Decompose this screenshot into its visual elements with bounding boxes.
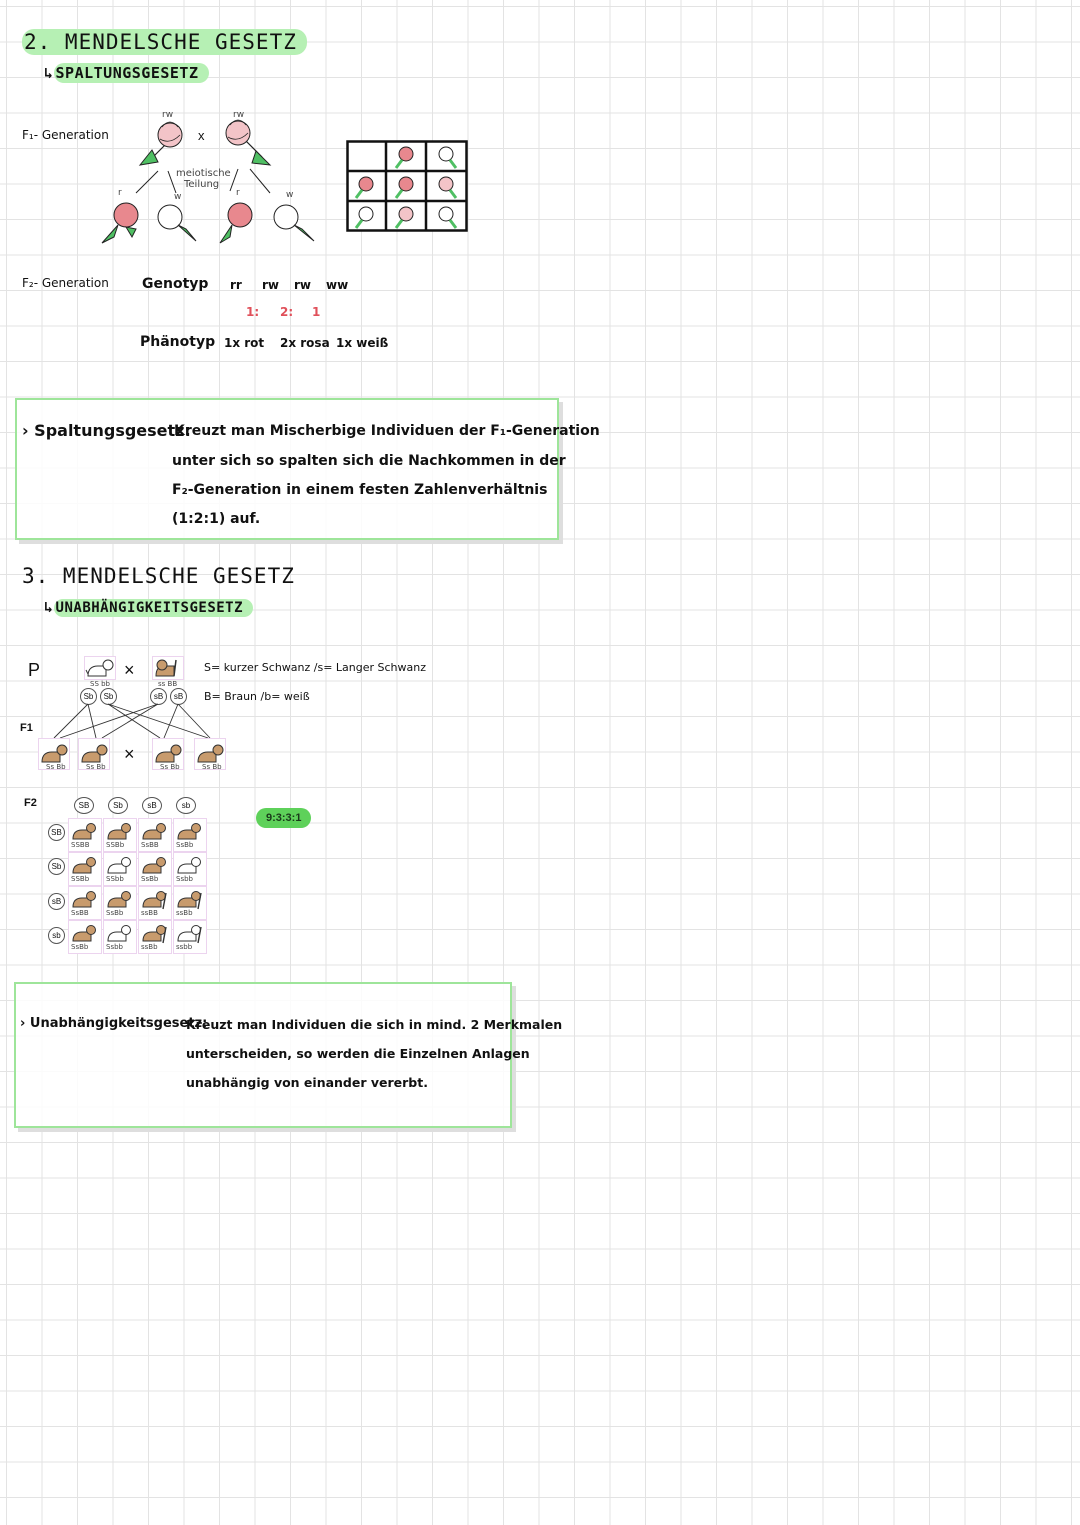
punnett-cell-genotype: ssBb	[141, 943, 158, 951]
punnett-cell-genotype: Ssbb	[176, 875, 193, 883]
f2-gamete-col-2: Sb	[108, 797, 128, 814]
gamete-cross-lines	[40, 702, 230, 742]
gamete-flower-w1	[158, 205, 196, 241]
f1-genotype-3: Ss Bb	[160, 763, 180, 771]
f2-gamete-col-3: sB	[142, 797, 162, 814]
punnett-cell	[173, 886, 207, 920]
punnett-cell-genotype: SsBb	[176, 841, 194, 849]
punnett-cell	[173, 852, 207, 886]
spaltungsgesetz-line-1: Kreuzt man Mischerbige Individuen der F₁-Generation	[174, 423, 600, 439]
phenotype-red: 1x rot	[224, 336, 265, 350]
legend-line-2: B= Braun /b= weiß	[204, 690, 310, 703]
punnett-cell-genotype: SsBb	[106, 909, 124, 917]
f1-label: F1	[20, 722, 33, 734]
cat-icon	[139, 819, 171, 843]
f2-label: F2	[24, 797, 37, 809]
punnett-cell-genotype: SSbb	[106, 875, 124, 883]
arrow-icon: ↳	[44, 598, 54, 616]
punnett-cell-genotype: ssBb	[176, 909, 193, 917]
section2-subtitle: ↳ SPALTUNGSGESETZ	[44, 64, 209, 82]
punnett-cell-genotype: ssbb	[176, 943, 193, 951]
ratio-1: 1:	[246, 305, 260, 319]
phenotype-pink: 2x rosa	[280, 336, 330, 350]
gamete-allele-2: w	[174, 192, 182, 202]
punnett-cell	[173, 920, 207, 954]
unabhaengigkeitsgesetz-line-1: Kreuzt man Individuen die sich in mind. 2 Merkmalen	[186, 1017, 563, 1032]
parent-cat-brown	[152, 656, 184, 680]
f2-gamete-row-4: sb	[48, 927, 65, 944]
f1-cross-symbol: ×	[124, 744, 135, 764]
phenotype-white: 1x weiß	[336, 336, 389, 350]
f2-generation-label: F₂- Generation	[22, 276, 109, 290]
f1-genotype-1: Ss Bb	[46, 763, 66, 771]
p-cross-symbol: ×	[124, 660, 135, 680]
genotype-rw-1: rw	[262, 278, 280, 292]
cat-icon	[104, 853, 136, 877]
arrow-icon: ↳	[44, 64, 54, 82]
punnett-cell-genotype: SSBb	[71, 875, 90, 883]
genotype-ww: ww	[326, 278, 349, 292]
unabhaengigkeitsgesetz-line-3: unabhängig von einander vererbt.	[186, 1075, 428, 1090]
spaltungsgesetz-label: › Spaltungsgesetz:	[22, 421, 191, 440]
punnett-cell-genotype: ssBB	[141, 909, 158, 917]
cat-icon	[174, 921, 206, 945]
punnett-cell-genotype: SsBb	[141, 875, 159, 883]
punnett-cell	[103, 886, 137, 920]
punnett-cell	[103, 920, 137, 954]
punnett-cell-genotype: SSBb	[106, 841, 125, 849]
punnett-cell	[68, 886, 102, 920]
meiosis-label-2: Teilung	[184, 179, 220, 190]
cat-icon	[174, 853, 206, 877]
gamete-flower-r1	[102, 203, 138, 243]
f2-gamete-col-4: sb	[176, 797, 196, 814]
parent-gamete-3: sB	[150, 688, 167, 705]
unabhaengigkeitsgesetz-line-2: unterscheiden, so werden die Einzelnen Anlagen	[186, 1046, 530, 1061]
cat-punnett-grid	[68, 818, 208, 958]
punnett-cell	[103, 852, 137, 886]
punnett-cell-genotype: Ssbb	[106, 943, 123, 951]
punnett-cell	[68, 818, 102, 852]
punnett-cell-genotype: SsBB	[71, 909, 89, 917]
gamete-flower-w2	[274, 205, 314, 241]
p-label: P	[28, 660, 41, 680]
punnett-cell-genotype: SsBb	[71, 943, 89, 951]
punnett-cell	[173, 818, 207, 852]
cat-icon	[174, 819, 206, 843]
genotype-rw-2: rw	[294, 278, 312, 292]
f1-genotype-2: Ss Bb	[86, 763, 106, 771]
cat-icon	[69, 853, 101, 877]
cat-icon	[69, 921, 101, 945]
flower-punnett-grid	[346, 140, 468, 232]
parent-gamete-2: Sb	[100, 688, 117, 705]
genotype-label: Genotyp	[142, 276, 209, 292]
parent-genotype-1: SS bb	[90, 680, 110, 688]
section3-subtitle: ↳ UNABHÄNGIGKEITSGESETZ	[44, 598, 253, 616]
cross-symbol: x	[198, 128, 205, 143]
section3-title: 3. MENDELSCHE GESETZ	[22, 564, 295, 588]
section2-title: 2. MENDELSCHE GESETZ	[22, 30, 307, 54]
parent-gamete-1: Sb	[80, 688, 97, 705]
parent-gamete-4: sB	[170, 688, 187, 705]
ratio-3: 1	[312, 305, 321, 319]
cat-icon	[139, 887, 171, 911]
ratio-badge: 9:3:3:1	[256, 808, 311, 828]
f2-gamete-row-3: sB	[48, 893, 65, 910]
punnett-cell	[138, 818, 172, 852]
f1-genotype-4: Ss Bb	[202, 763, 222, 771]
parent-flower-right	[226, 120, 270, 165]
f2-gamete-row-2: Sb	[48, 858, 65, 875]
phenotype-label: Phänotyp	[140, 334, 216, 350]
cat-icon	[139, 853, 171, 877]
punnett-cell	[68, 852, 102, 886]
ratio-2: 2:	[280, 305, 294, 319]
punnett-cell-genotype: SsBB	[141, 841, 159, 849]
gamete-allele-3: r	[236, 188, 240, 198]
cat-icon	[69, 887, 101, 911]
spaltungsgesetz-line-3: F₂-Generation in einem festen Zahlenverhältnis	[172, 482, 548, 498]
genotype-rr: rr	[230, 278, 242, 292]
parent-flower-left	[140, 122, 182, 165]
legend-line-1: S= kurzer Schwanz /s= Langer Schwanz	[204, 661, 427, 674]
f2-gamete-row-1: SB	[48, 824, 65, 841]
punnett-cell	[138, 920, 172, 954]
gamete-flower-r2	[220, 203, 252, 243]
gamete-allele-4: w	[286, 190, 294, 200]
unabhaengigkeitsgesetz-label: › Unabhängigkeitsgesetz:	[20, 1016, 208, 1031]
parent-allele-left: rw	[162, 110, 174, 120]
cat-icon	[69, 819, 101, 843]
parent-allele-right: rw	[233, 110, 245, 120]
f2-gamete-col-1: SB	[74, 797, 94, 814]
spaltungsgesetz-line-2: unter sich so spalten sich die Nachkommen in der	[172, 453, 566, 469]
parent-genotype-2: ss BB	[158, 680, 178, 688]
punnett-cell	[138, 852, 172, 886]
punnett-cell-genotype: SSBB	[71, 841, 90, 849]
cat-icon	[104, 819, 136, 843]
punnett-cell	[138, 886, 172, 920]
spaltungsgesetz-box	[15, 398, 559, 540]
punnett-cell	[68, 920, 102, 954]
parent-cat-white	[84, 656, 116, 680]
cat-icon	[104, 887, 136, 911]
spaltungsgesetz-line-4: (1:2:1) auf.	[172, 511, 261, 527]
cat-icon	[139, 921, 171, 945]
gamete-allele-1: r	[118, 188, 122, 198]
f1-generation-label: F₁- Generation	[22, 128, 109, 142]
cat-icon	[174, 887, 206, 911]
meiosis-label-1: meiotische	[176, 168, 231, 179]
punnett-cell	[103, 818, 137, 852]
cat-icon	[104, 921, 136, 945]
